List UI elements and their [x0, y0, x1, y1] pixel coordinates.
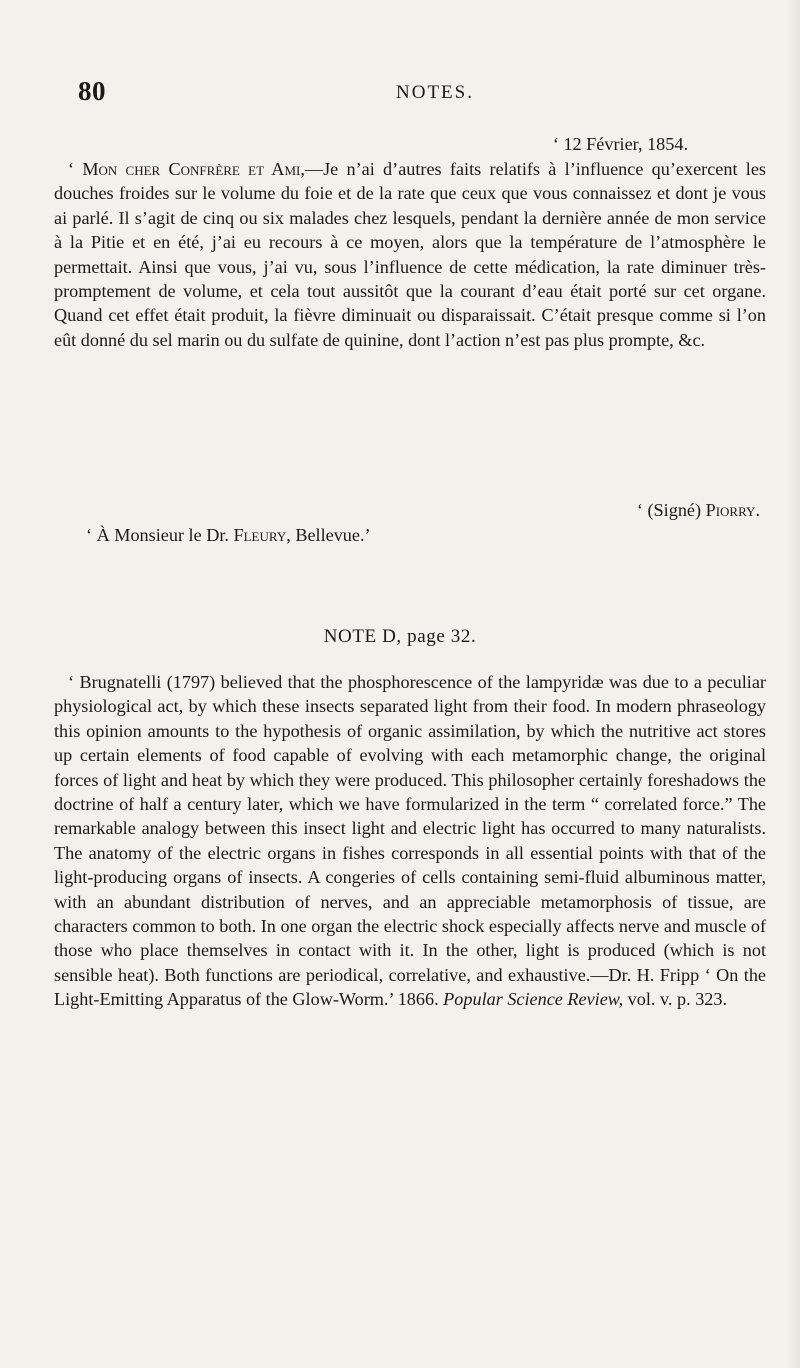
- letter-body: —Je n’ai d’autres faits relatifs à l’influence qu’exercent les douches froides sur le volume du foie et de la rate que ceux que vous connaissez et dont je vous ai parlé. Il s’agit de cinq ou six malades chez lesquels, pendant la dernière année de mon service à la Pitie et en été, j’ai eu recours à ce moyen, alors que la température de l’atmosphère le permettait. Ainsi que vous, j’ai vu, sous l’influence de cette médication, la rate diminuer très-promptement de volume, et cela tout aussitôt que la courant d’eau était porté sur cet organe. Quand cet effet était produit, la fièvre diminuait ou disparaissait. C’était presque comme si l’on eût donné du sel marin ou du sulfate de quinine, dont l’action n’est pas plus prompte, &c.: [54, 159, 766, 350]
- running-head: [78, 78, 758, 108]
- page-edge-shadow: [786, 0, 800, 1368]
- page-number: 80: [78, 76, 106, 106]
- letter-address: [54, 523, 766, 547]
- signature-name: Piorry.: [705, 500, 760, 520]
- note-heading: NOTE D, page 32.: [323, 626, 477, 647]
- address-suffix: Bellevue.’: [295, 525, 371, 545]
- note-d-body: ‘ Brugnatelli (1797) believed that the phosphorescence of the lampyridæ was due to a peculiar physiological act, by which these insects separated light from their food. In modern phraseology this opinion amounts to the hypothesis of organic assimilation, by which the nutritive act stores up certain elements of food capable of evolving with each metamorphic change, the original forces of light and heat by which they were produced. This philosopher certainly foreshadows the doctrine of half a century later, which we have formularized in the term “ correlated force.” The remarkable analogy between this insect light and electric light has occurred to many naturalists. The anatomy of the electric organs in fishes corresponds in all essential points with that of the light-producing organs of insects. A congeries of cells containing semi-fluid albuminous matter, with an abundant distribution of nerves, and an appreciable metamorphosis of tissue, are characters common to both. In one organ the electric shock especially affects nerve and muscle of those who place themselves in contact with it. In the other, light is produced (which is not sensible heat). Both functions are periodical, correlative, and exhaustive.—Dr. H. Fripp ‘ On the Light-Emitting Apparatus of the Glow-Worm.’ 1866.: [54, 672, 766, 1010]
- note-d-citation: Popular Science Review,: [443, 989, 624, 1010]
- letter-date: ‘ 12 Février, 1854.: [552, 134, 688, 154]
- running-title: NOTES.: [396, 82, 474, 103]
- letter-salutation: ‘ Mon cher Confrère et Ami,: [68, 159, 305, 179]
- note-d-body-end: vol. v. p. 323.: [627, 989, 728, 1010]
- note-d-paragraph: [54, 670, 766, 1012]
- signature-prefix: ‘ (Signé): [636, 500, 702, 520]
- address-name: Fleury,: [233, 525, 291, 545]
- letter-paragraph: [54, 157, 766, 352]
- address-prefix: ‘ À Monsieur le Dr.: [86, 525, 229, 545]
- letter-date-line: [54, 132, 766, 156]
- letter-signature: [54, 498, 766, 522]
